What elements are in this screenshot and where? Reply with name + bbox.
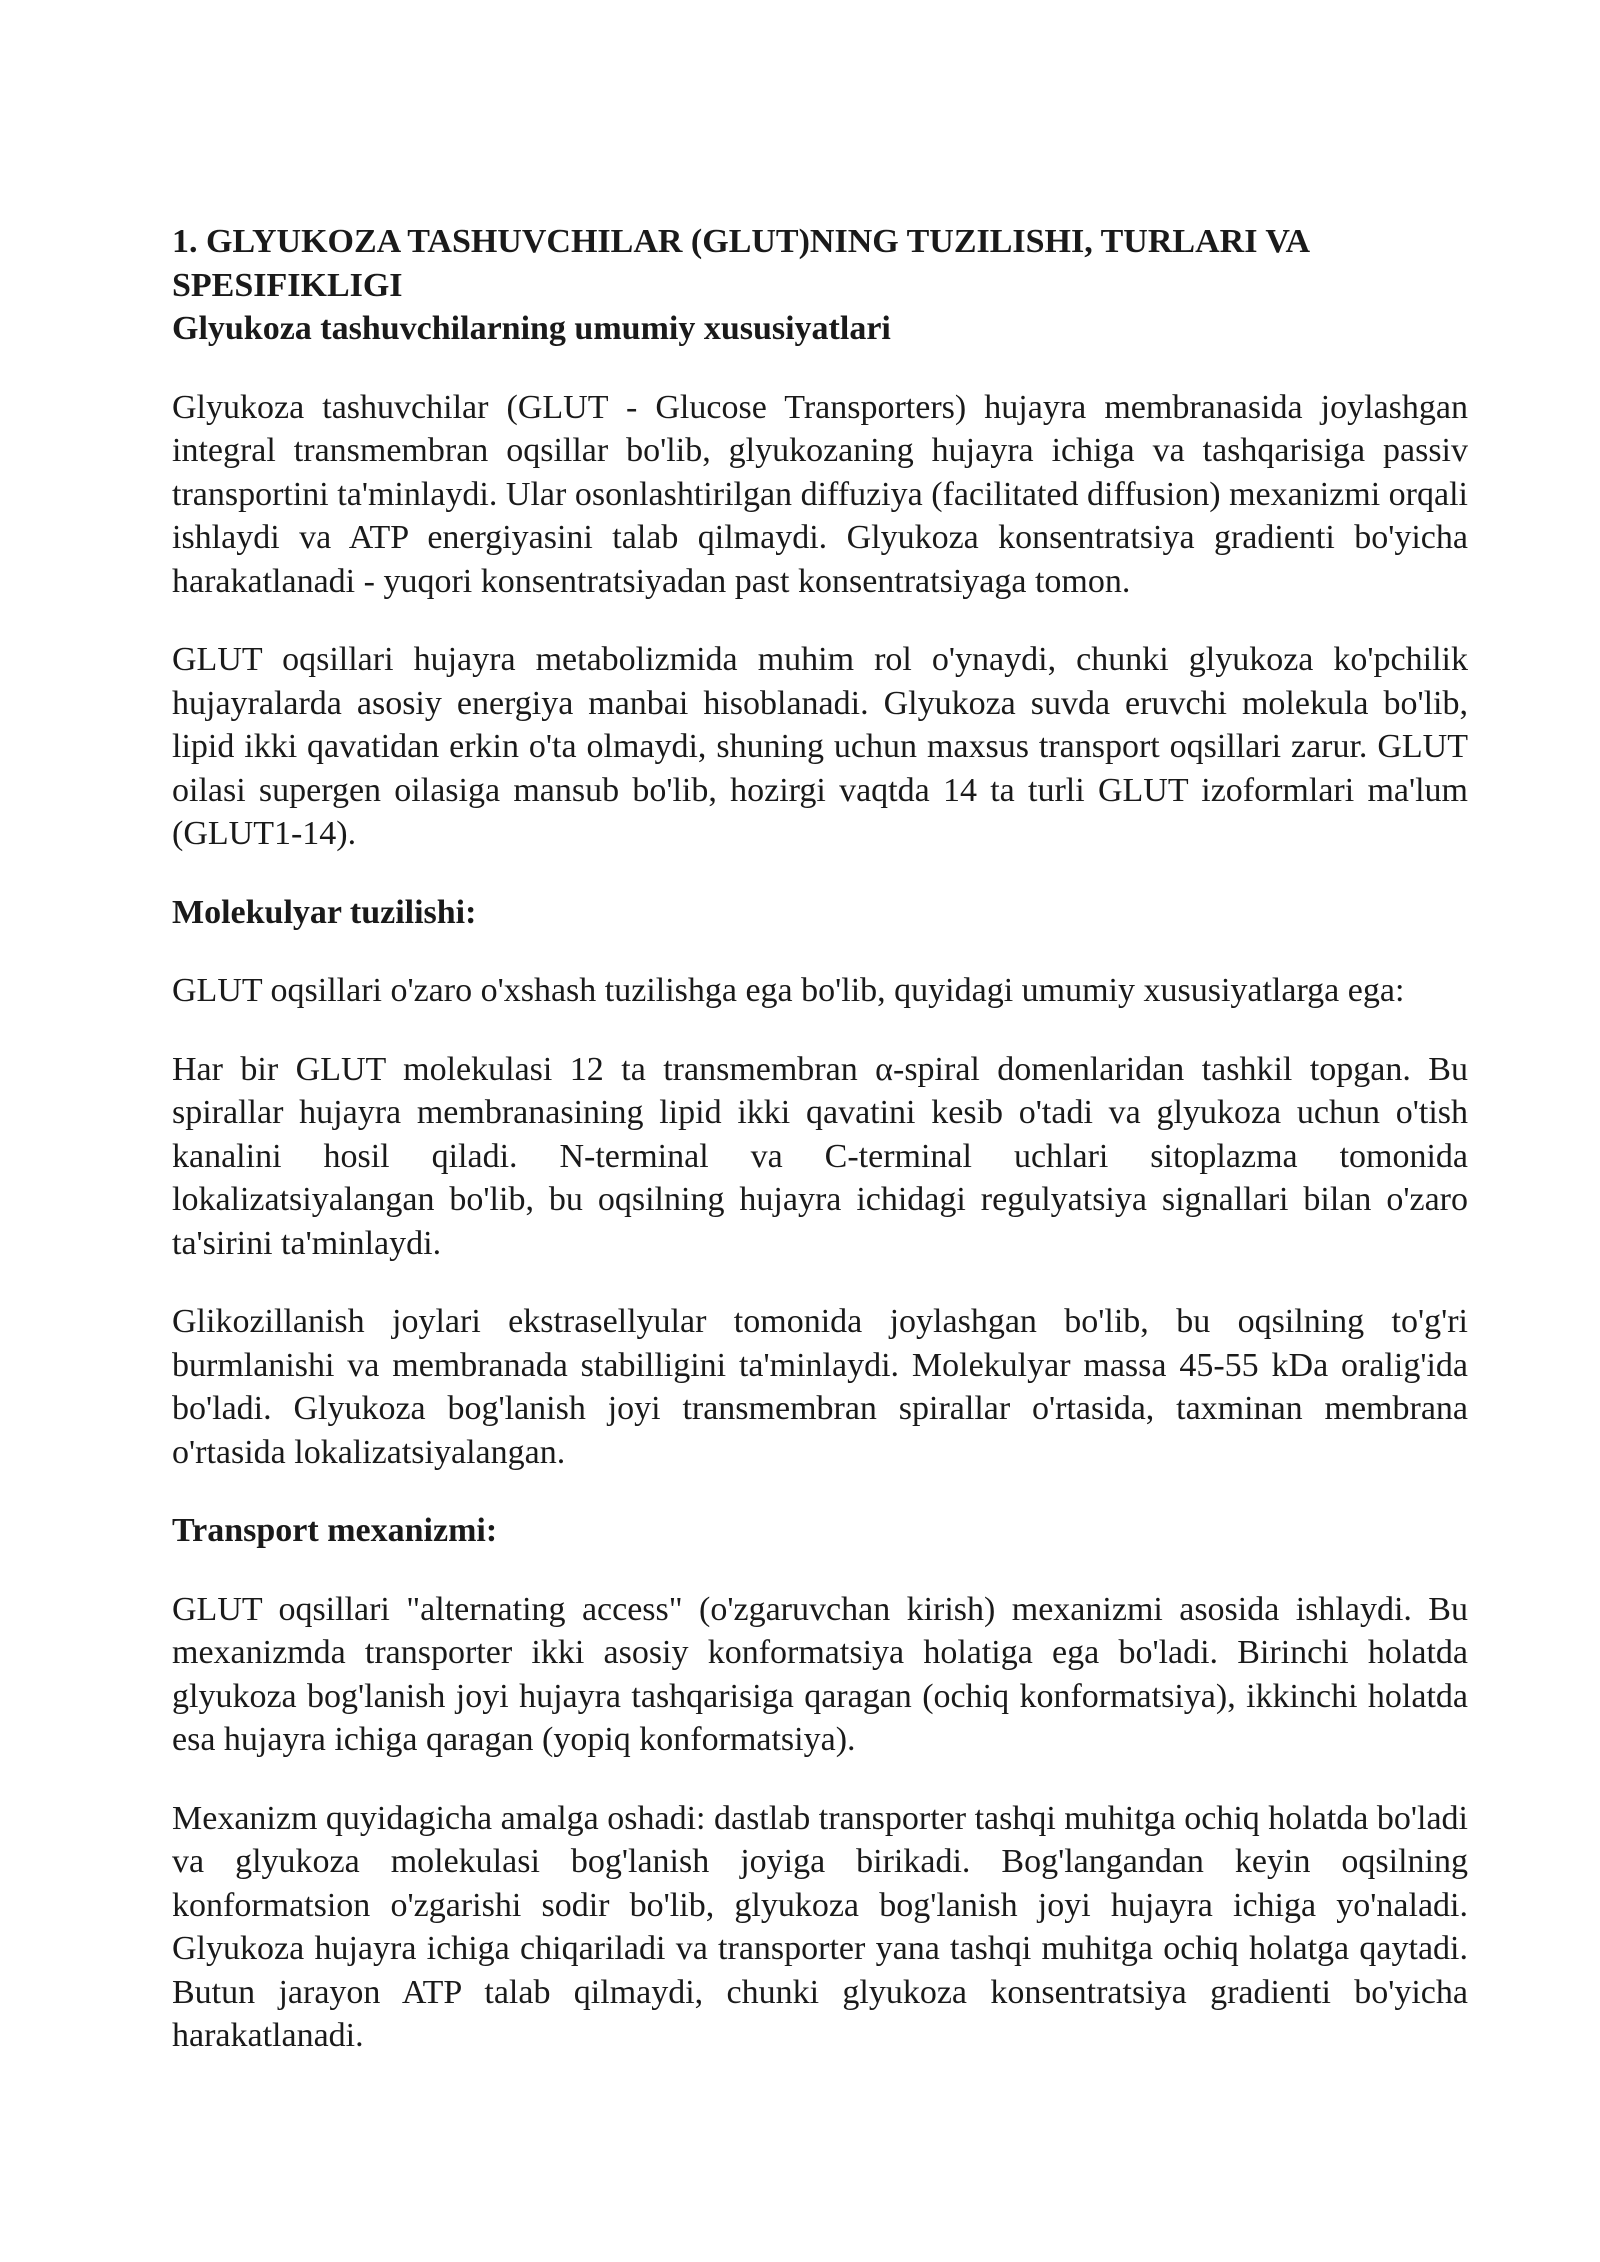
molecular-paragraph-1: GLUT oqsillari o'zaro o'xshash tuzilishga ega bo'lib, quyidagi umumiy xususiyatlarga ega: [172,972,1405,1009]
transport-mechanism-heading: Transport mexanizmi: [172,1512,498,1549]
document-page [172,220,1468,2093]
molecular-paragraph-3: Glikozillanish joylari ekstrasellyular tomonida joylashgan bo'lib, bu oqsilning to'g'ri burmlanishi va membranada stabilligini ta'minlaydi. Molekulyar massa 45-55 kDa oralig'ida bo'ladi. Glyukoza bog'lanish joyi transmembran spirallar o'rtasida, taxminan membrana o'rtasida lokalizatsiyalangan. [172,1303,1468,1471]
intro-paragraph-2: GLUT oqsillari hujayra metabolizmida muhim rol o'ynaydi, chunki glyukoza ko'pchilik hujayralarda asosiy energiya manbai hisoblanadi. Glyukoza suvda eruvchi molekula bo'lib, lipid ikki qavatidan erkin o'ta olmaydi, shuning uchun maxsus transport oqsillari zarur. GLUT oilasi supergen oilasiga mansub bo'lib, hozirgi vaqtda 14 ta turli GLUT izoformlari ma'lum (GLUT1-14). [172,641,1468,852]
transport-paragraph-2: Mexanizm quyidagicha amalga oshadi: dastlab transporter tashqi muhitga ochiq holatda bo'ladi va glyukoza molekulasi bog'lanish joyiga birikadi. Bog'langandan keyin oqsilning konformatsion o'zgarishi sodir bo'lib, glyukoza bog'lanish joyi hujayra ichiga yo'naladi. Glyukoza hujayra ichiga chiqariladi va transporter yana tashqi muhitga ochiq holatga qaytadi. Butun jarayon ATP talab qilmaydi, chunki glyukoza konsentratsiya gradienti bo'yicha harakatlanadi. [172,1799,1468,2054]
page-title: 1. GLYUKOZA TASHUVCHILAR (GLUT)NING TUZILISHI, TURLARI VA SPESIFIKLIGI [172,223,1309,304]
molecular-paragraph-2: Har bir GLUT molekulasi 12 ta transmembran α-spiral domenlaridan tashkil topgan. Bu spirallar hujayra membranasining lipid ikki qavatini kesib o'tadi va glyukoza uchun o'tish kanalini hosil qiladi. N-terminal va C-terminal uchlari sitoplazma tomonida lokalizatsiyalangan bo'lib, bu oqsilning hujayra ichidagi regulyatsiya signallari bilan o'zaro ta'sirini ta'minlaydi. [172,1050,1468,1262]
transport-paragraph-1: GLUT oqsillari "alternating access" (o'zgaruvchan kirish) mexanizmi asosida ishlaydi. Bu mexanizmda transporter ikki asosiy konformatsiya holatiga ega bo'ladi. Birinchi holatda glyukoza bog'lanish joyi hujayra tashqarisiga qaragan (ochiq konformatsiya), ikkinchi holatda esa hujayra ichiga qaragan (yopiq konformatsiya). [172,1590,1468,1758]
section-subtitle: Glyukoza tashuvchilarning umumiy xususiyatlari [172,310,891,347]
molecular-structure-heading: Molekulyar tuzilishi: [172,893,477,931]
intro-paragraph-1: Glyukoza tashuvchilar (GLUT - Glucose Transporters) hujayra membranasida joylashgan integral transmembran oqsillar bo'lib, glyukozaning hujayra ichiga va tashqarisiga passiv transportini ta'minlaydi. Ular osonlashtirilgan diffuziya (facilitated diffusion) mexanizmi orqali ishlaydi va ATP energiyasini talab qilmaydi. Glyukoza konsentratsiya gradienti bo'yicha harakatlanadi - yuqori konsentratsiyadan past konsentratsiyaga tomon. [172,388,1468,600]
